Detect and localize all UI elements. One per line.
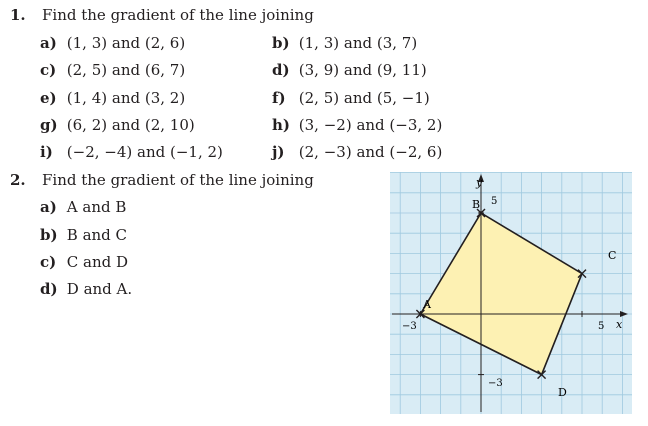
q2-part-a bbox=[40, 198, 126, 216]
q1-part-c bbox=[40, 61, 185, 79]
q1-part-g bbox=[40, 116, 195, 134]
q1-part-j bbox=[272, 143, 442, 161]
y-axis-label: y bbox=[476, 176, 483, 189]
part-label: d) bbox=[272, 61, 290, 79]
q1-part-f bbox=[272, 89, 430, 107]
part-label: j) bbox=[272, 143, 285, 161]
y-tick-label-5: 5 bbox=[491, 196, 498, 207]
q1-part-i bbox=[40, 143, 223, 161]
coordinate-grid bbox=[390, 172, 632, 414]
part-label: c) bbox=[40, 253, 57, 271]
part-text: (1, 3) and (2, 6) bbox=[66, 34, 186, 52]
point-label-c: C bbox=[608, 249, 617, 262]
part-label: b) bbox=[272, 34, 290, 52]
part-text: (1, 3) and (3, 7) bbox=[298, 34, 418, 52]
part-text: (2, 5) and (5, −1) bbox=[298, 89, 430, 107]
q2-part-c bbox=[40, 253, 128, 271]
part-label: g) bbox=[40, 116, 58, 134]
question-1-number: 1. bbox=[10, 6, 26, 24]
q1-part-e bbox=[40, 89, 185, 107]
part-label: e) bbox=[40, 89, 57, 107]
x-tick-label-neg3: −3 bbox=[402, 321, 417, 332]
part-text: (−2, −4) and (−1, 2) bbox=[66, 143, 223, 161]
part-label: a) bbox=[40, 198, 57, 216]
part-label: b) bbox=[40, 226, 58, 244]
part-label: c) bbox=[40, 61, 57, 79]
part-label: a) bbox=[40, 34, 57, 52]
question-1-prompt: Find the gradient of the line joining bbox=[42, 6, 314, 24]
part-label: f) bbox=[272, 89, 286, 107]
part-text: B and C bbox=[66, 226, 128, 244]
q1-part-d bbox=[272, 61, 427, 79]
part-text: (1, 4) and (3, 2) bbox=[66, 89, 186, 107]
point-label-d: D bbox=[558, 386, 567, 399]
y-tick-label-neg3: −3 bbox=[488, 378, 503, 389]
q2-part-b bbox=[40, 226, 127, 244]
part-text: A and B bbox=[66, 198, 127, 216]
q1-part-h bbox=[272, 116, 442, 134]
q1-part-a bbox=[40, 34, 185, 52]
part-text: (2, −3) and (−2, 6) bbox=[298, 143, 443, 161]
part-text: D and A. bbox=[66, 280, 133, 298]
part-label: d) bbox=[40, 280, 58, 298]
part-text: (6, 2) and (2, 10) bbox=[66, 116, 195, 134]
part-text: C and D bbox=[66, 253, 129, 271]
x-axis-label: x bbox=[616, 318, 623, 331]
part-label: h) bbox=[272, 116, 291, 134]
q1-part-b bbox=[272, 34, 417, 52]
q2-part-d bbox=[40, 280, 132, 298]
part-text: (3, 9) and (9, 11) bbox=[298, 61, 427, 79]
point-label-a: A bbox=[423, 298, 431, 311]
x-tick-label-5: 5 bbox=[598, 321, 605, 332]
part-label: i) bbox=[40, 143, 53, 161]
part-text: (3, −2) and (−3, 2) bbox=[298, 116, 443, 134]
point-label-b: B bbox=[472, 198, 481, 211]
question-2-prompt: Find the gradient of the line joining bbox=[42, 171, 314, 189]
part-text: (2, 5) and (6, 7) bbox=[66, 61, 186, 79]
question-2-number: 2. bbox=[10, 171, 26, 189]
